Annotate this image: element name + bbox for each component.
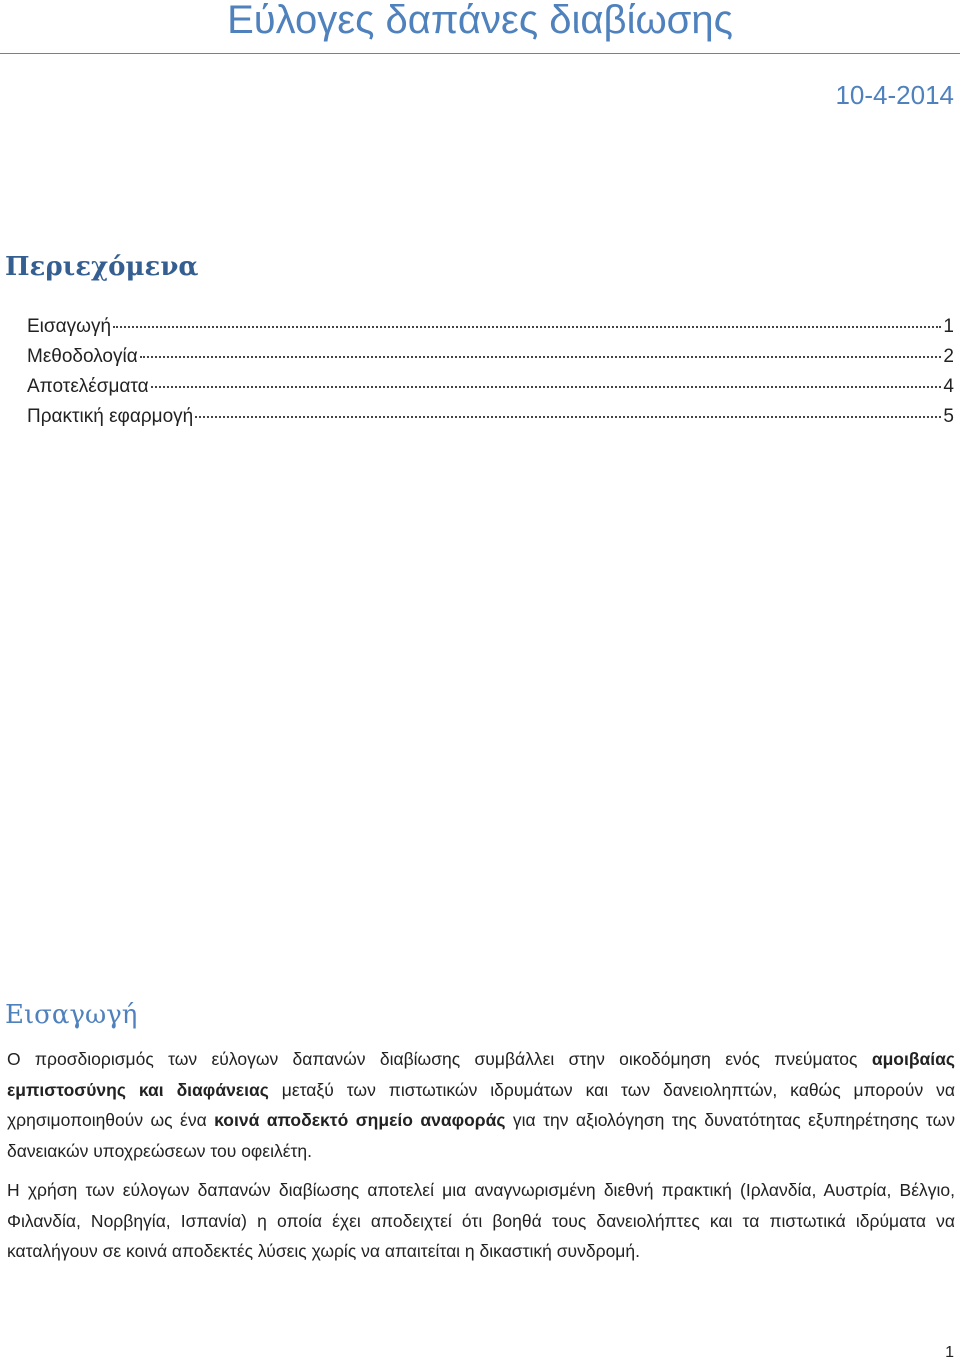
- toc-dot-leader: [195, 416, 941, 418]
- toc-dot-leader: [151, 386, 942, 388]
- toc-dot-leader: [140, 356, 942, 358]
- toc-item-page: 5: [943, 406, 954, 427]
- page-number: 1: [945, 1344, 954, 1361]
- paragraph-text: μεταξύ των πιστωτικών ιδρυμάτων και των δανειοληπτών, καθώς μπορούν να χρησιμοποιηθούν ως ένα: [7, 1079, 955, 1130]
- toc-item-label: Εισαγωγή: [27, 316, 112, 337]
- toc-item-label: Πρακτική εφαρμογή: [27, 406, 194, 427]
- toc-item-introduction[interactable]: [27, 316, 954, 346]
- toc-item-practical-application[interactable]: [27, 406, 954, 436]
- toc-heading: Περιεχόμενα: [5, 252, 199, 282]
- table-of-contents: [27, 316, 954, 436]
- toc-dot-leader: [113, 326, 941, 328]
- paragraph-text: για την αξιολόγηση της δυνατότητας εξυπηρέτησης των δανειακών υποχρεώσεων του οφειλέτη.: [7, 1110, 955, 1161]
- intro-paragraph-1: [7, 1044, 955, 1166]
- document-title: Εύλογες δαπάνες διαβίωσης: [227, 0, 733, 42]
- toc-item-page: 1: [943, 316, 954, 337]
- toc-item-page: 2: [943, 346, 954, 367]
- section-heading-introduction: Εισαγωγή: [5, 1000, 138, 1030]
- toc-item-label: Μεθοδολογία: [27, 346, 138, 367]
- toc-item-label: Αποτελέσματα: [27, 376, 149, 397]
- document-date: 10-4-2014: [835, 80, 954, 110]
- toc-item-page: 4: [943, 376, 954, 397]
- paragraph-text: Ο προσδιορισμός των εύλογων δαπανών διαβίωσης συμβάλλει στην οικοδόμηση ενός πνεύματος: [7, 1049, 872, 1069]
- paragraph-bold-text: κοινά αποδεκτό σημείο αναφοράς: [214, 1110, 506, 1130]
- title-divider: [0, 53, 960, 54]
- toc-item-methodology[interactable]: [27, 346, 954, 376]
- paragraph-bold-text: αμοιβαίας εμπιστοσύνης και διαφάνειας: [7, 1049, 955, 1100]
- intro-paragraph-2: Η χρήση των εύλογων δαπανών διαβίωσης αποτελεί μια αναγνωρισμένη διεθνή πρακτική (Ιρλανδία, Αυστρία, Βέλγιο, Φιλανδία, Νορβηγία, Ισπανία) η οποία έχει αποδειχτεί ότι βοηθά τους δανειολήπτες και τα πιστωτικά ιδρύματα να καταλήγουν σε κοινά αποδεκτές λύσεις χωρίς να απαιτείται η δικαστική συνδρομή.: [7, 1180, 955, 1261]
- toc-item-results[interactable]: [27, 376, 954, 406]
